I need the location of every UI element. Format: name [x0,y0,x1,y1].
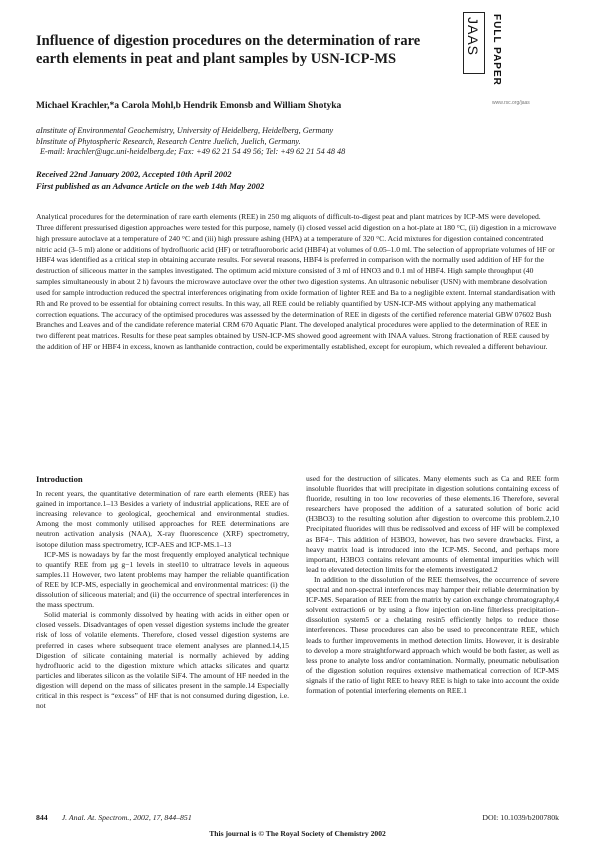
section-heading-introduction: Introduction [36,474,83,484]
paper-title: Influence of digestion procedures on the determination of rare earth elements in peat and plant samples by USN-ICP-MS [36,33,421,67]
journal-citation: J. Anal. At. Spectrom., 2002, 17, 844–851 [61,813,192,822]
paragraph: ICP-MS is nowadays by far the most frequently employed analytical technique to quantify REE from μg g−1 levels in steel10 to ultratrace levels in aqueous samples.11 However, two latent problems may hamper the reliable quantification of REE by ICP-MS, especially in geochemical and environmental matrices: (i) the dissolution of siliceous material; and (ii) the occurrence of spectral interferences in the mass spectrum. [36,549,289,610]
affiliation-b: bInstitute of Phytospheric Research, Research Centre Juelich, Juelich, Germany. [36,136,301,146]
left-column [36,474,289,711]
page-number: 844 [36,813,48,822]
doi: DOI: 10.1039/b200780k [482,813,559,822]
journal-logo [463,12,485,74]
abstract: Analytical procedures for the determination of rare earth elements (REE) in 250 mg aliquots of difficult-to-digest peat and plant matrices by ICP-MS were developed. Three different pressurised digestion approaches were tested for this purpose, namely (i) closed vessel acid digestion on a hot-plate at 180 °C, (ii) digestion in a microwave high pressure autoclave at a temperature of 240 °C and (iii) high pressure ashing (HPA) at a temperature of 320 °C. Acid mixtures for digestion contained concentrated nitric acid (3–5 ml) alone or additions of hydrofluoric acid (HF) or tetrafluoroboric acid (HBF4) at volumes of 0.05–1.0 ml. The selection of appropriate volumes of HF or HBF4 was identified as a critical step in obtaining accurate results. For several reasons, HBF4 is preferred in comparison with the normally used addition of HF for the destruction of siliceous matter in the samples investigated. The optimum acid mixture consisted of 3 ml of HNO3 and 0.1 ml of HBF4. High sample throughput (40 samples simultaneously in about 2 h) favours the microwave autoclave over the other two digestion systems. An ultrasonic nebuliser (USN) with membrane desolvation used for sample introduction reduced the spectral interferences originating from oxide formation of lighter REE and Ba to a negligible extent. Internal standardisation with Rh and Re proved to be essential for obtaining correct results. In this way, all REE could be reliably quantified by USN-ICP-MS without applying any mathematical correction equations. The accuracy of the optimised procedures was assessed by the determination of REE in digests of the certified reference material GBW 07602 Bush Branches and Leaves and of the candidate reference material CRM 670 Aquatic Plant. The developed analytical procedures were applied to the determination of REE in two different peat matrices. Results for these peat samples obtained by USN-ICP-MS showed good agreement with INAA values. Strong fractionation of REE caused by the addition of HF or HBF4 in excess, known as lanthanide contraction, could be experimentally established, except for europium, which revealed a different behaviour. [36,212,557,352]
journal-logo-text: JAAS [465,17,481,57]
paragraph: Solid material is commonly dissolved by heating with acids in either open or closed vessels. Disadvantages of open vessel digestion systems include the greater risk of loss of volatile elements. Therefore, closed vessel digestion systems are preferred in cases where subsequent trace element analyses are planned.14,15 Digestion of silicate containing material is normally achieved by adding hydrofluoric acid to the digestion mixture which attacks silicates and quartz particles and liberates silicon as the volatile SiF4. The amount of HF needed in the digestion will depend on the mass of silicates present in the sample.14 Especially critical in this respect is “excess” of HF that is not consumed during digestion, i.e. not [36,610,289,711]
author-list: Michael Krachler,*a Carola Mohl,b Hendrik Emonsb and William Shotyka [36,101,342,111]
publication-dates [36,168,516,192]
contact-info: E-mail: krachler@ugc.uni-heidelberg.de; Fax: +49 62 21 54 49 56; Tel: +49 62 21 54 48 48 [40,147,346,156]
received-date: Received 22nd January 2002, Accepted 10th April 2002 [36,169,232,179]
footer-citation [36,813,192,822]
affiliations [36,126,516,158]
right-column [306,474,559,696]
journal-url[interactable]: www.rsc.org/jaas [492,100,530,106]
paragraph: In addition to the dissolution of the REE themselves, the occurrence of severe spectral and non-spectral interferences may hamper their reliable determination by ICP-MS. Separation of REE from the matrix by cation exchange chromatography,4 solvent extraction6 or by using a flow injection on-line filterless precipitation–dissolution system5 or a chelating resin5 efficiently helps to reduce those interferences. These procedures can also be used to preconcentrate REE, which leads to further improvements in method detection limits. However, it is desirable to develop a more straightforward approach which would be both faster, as well as less prone to analyte loss and/or contamination. Normally, pneumatic nebulisation of the digestion solution requires extensive mathematical correction of ICP-MS signals if the ratio of light REE to heavy REE is high to take into account the oxide formation of potential interfering elements on REE.1 [306,574,559,695]
copyright-notice: This journal is © The Royal Society of Chemistry 2002 [209,829,386,838]
section-label: FULL PAPER [491,14,502,86]
affiliation-a: aInstitute of Environmental Geochemistry, University of Heidelberg, Heidelberg, Germany [36,126,334,135]
paragraph: used for the destruction of silicates. Many elements such as Ca and REE form insoluble fluorides that will precipitate in digestion solutions containing excess of fluoride, resulting in too low recoveries of these elements.16 Therefore, several researchers have proposed the addition of a saturated solution of boric acid (H3BO3) to the resulting solution after digestion to overcome this problem.2,10 Precipitated fluorides will thus be redissolved and excess of HF will be complexed as BF4−. This addition of H3BO3, however, has two severe drawbacks. First, a heavy matrix load is introduced into the ICP-MS. Second, and perhaps more important, H3BO3 contains relevant amounts of elemental impurities which will lead to elevated detection limits for the elements investigated.2 [306,474,559,574]
published-date: First published as an Advance Article on the web 14th May 2002 [36,181,265,191]
paragraph: In recent years, the quantitative determination of rare earth elements (REE) has gained in importance.1–13 Besides a variety of industrial applications, REE are of increasing relevance to geological, geochemical and environmental studies. Among the most commonly utilised approaches for REE determinations are neutron activation analysis (NAA), X-ray fluorescence (XRF) spectrometry, isotope dilution mass spectrometry, ICP-AES and ICP-MS.1–13 [36,489,289,549]
